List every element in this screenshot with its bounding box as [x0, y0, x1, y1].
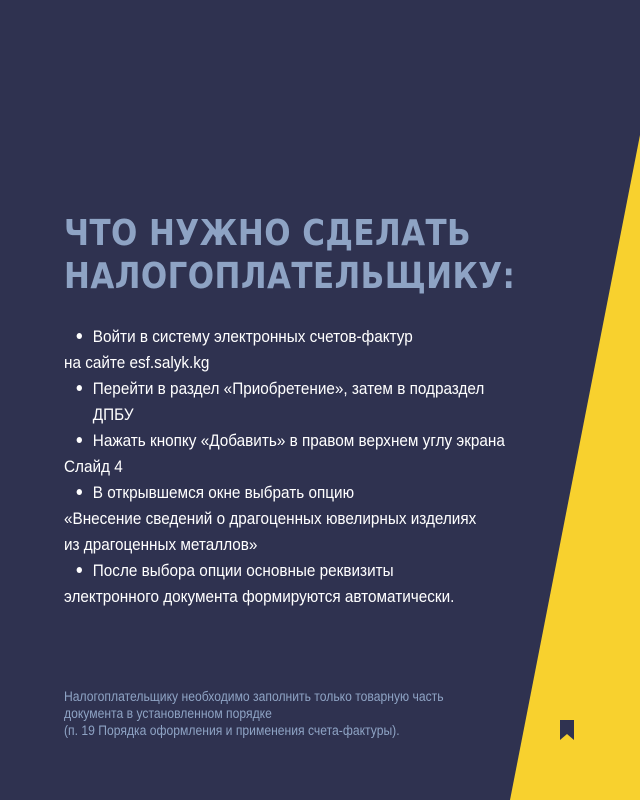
list-item-text: Перейти в раздел «Приобретение», затем в подраздел: [92, 379, 485, 398]
list-item-continuation: ДПБУ: [92, 405, 134, 424]
footnote-line: Налогоплательщику необходимо заполнить только товарную часть: [64, 689, 444, 704]
list-item-text: Нажать кнопку «Добавить» в правом верхнем углу экрана: [92, 431, 505, 450]
list-item-continuation: «Внесение сведений о драгоценных ювелирных изделиях: [64, 509, 477, 528]
bullet-icon: [77, 385, 82, 391]
page-title: [64, 212, 516, 298]
list-item-continuation: электронного документа формируются автоматически.: [64, 587, 455, 606]
bullet-icon: [77, 567, 82, 573]
list-item-continuation: на сайте esf.salyk.kg: [64, 353, 210, 372]
bullet-icon: [77, 489, 82, 495]
list-item-continuation: из драгоценных металлов»: [64, 535, 258, 554]
list-item: [64, 558, 487, 584]
list-item-text: В открывшемся окне выбрать опцию: [92, 483, 355, 502]
footnote-line: (п. 19 Порядка оформления и применения счета-фактуры).: [64, 723, 400, 738]
instructions-list: [64, 324, 534, 610]
slide-reference: Слайд 4: [64, 457, 123, 476]
footnote: [64, 688, 504, 739]
list-item: [64, 324, 487, 350]
footnote-line: документа в установленном порядке: [64, 706, 272, 721]
list-item: [64, 376, 487, 402]
bullet-icon: [77, 437, 82, 443]
bullet-icon: [77, 333, 82, 339]
title-line-1: ЧТО НУЖНО СДЕЛАТЬ: [64, 213, 472, 254]
title-line-2: НАЛОГОПЛАТЕЛЬЩИКУ:: [64, 256, 516, 297]
list-item-text: После выбора опции основные реквизиты: [92, 561, 394, 580]
bookmark-icon[interactable]: [560, 720, 574, 740]
list-item-text: Войти в систему электронных счетов-фактур: [92, 327, 413, 346]
list-item: [64, 428, 505, 454]
list-item: [64, 480, 487, 506]
